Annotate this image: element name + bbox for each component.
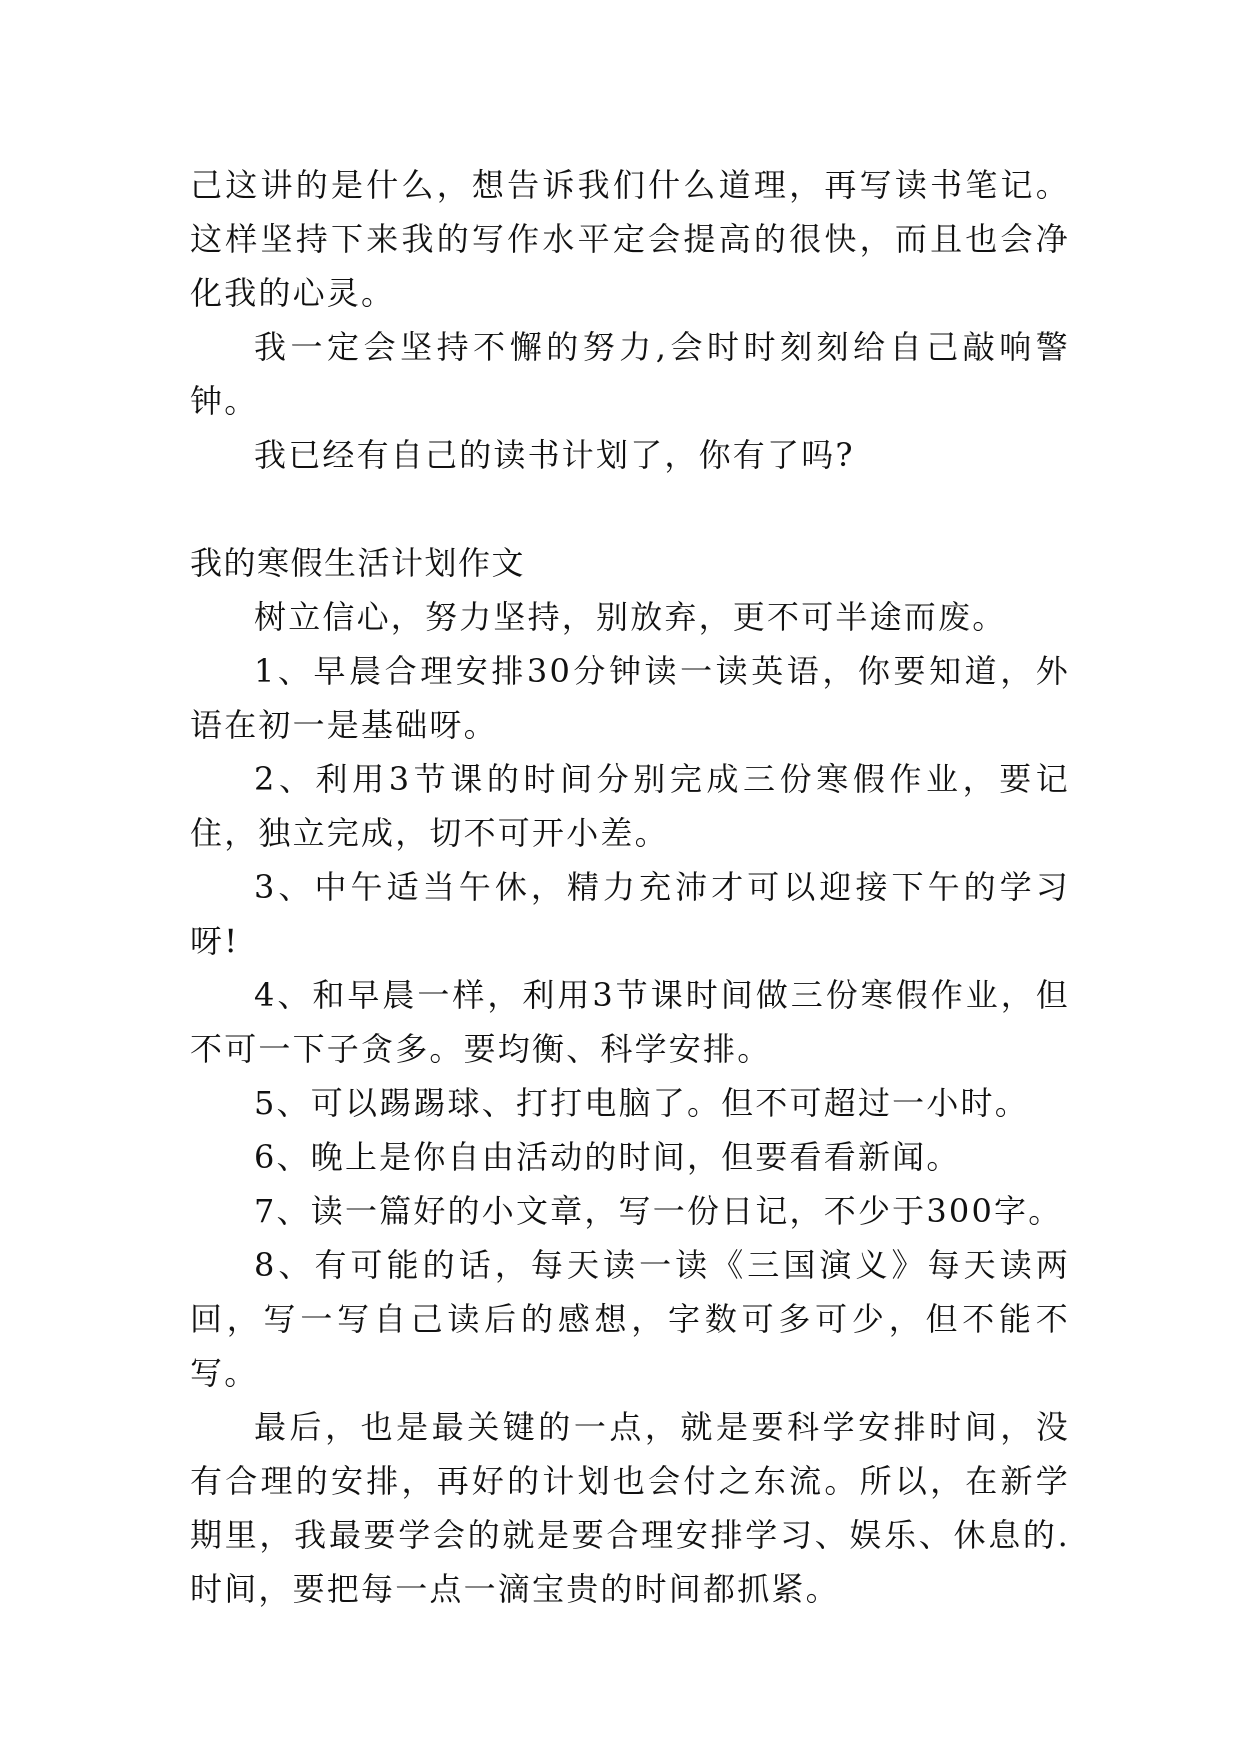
essay-title: 我的寒假生活计划作文 <box>190 544 526 582</box>
essay-paragraph: 7、读一篇好的小文章，写一份日记，不少于300字。 <box>254 1192 1063 1230</box>
paragraph-question: 我已经有自己的读书计划了，你有了吗? <box>254 436 855 474</box>
essay-paragraph: 4、和早晨一样，利用3节课时间做三份寒假作业，但不可一下子贪多。要均衡、科学安排。 <box>190 976 1070 1068</box>
essay-paragraph: 1、早晨合理安排30分钟读一读英语，你要知道，外语在初一是基础呀。 <box>190 652 1070 744</box>
paragraph-resolution: 我一定会坚持不懈的努力,会时时刻刻给自己敲响警钟。 <box>190 328 1070 420</box>
essay-paragraph: 3、中午适当午休，精力充沛才可以迎接下午的学习呀! <box>190 868 1070 960</box>
essay-paragraph: 6、晚上是你自由活动的时间，但要看看新闻。 <box>254 1138 961 1176</box>
essay-paragraph: 5、可以踢踢球、打打电脑了。但不可超过一小时。 <box>254 1084 1029 1122</box>
paragraph-continued: 己这讲的是什么，想告诉我们什么道理，再写读书笔记。这样坚持下来我的写作水平定会提高的很快，而且也会净化我的心灵。 <box>190 166 1070 312</box>
essay-paragraph: 最后，也是最关键的一点，就是要科学安排时间，没有合理的安排，再好的计划也会付之东流。所以，在新学期里，我最要学会的就是要合理安排学习、娱乐、休息的.时间，要把每一点一滴宝贵的时间都抓紧。 <box>190 1408 1070 1608</box>
essay-paragraph: 2、利用3节课的时间分别完成三份寒假作业，要记住，独立完成，切不可开小差。 <box>190 760 1070 852</box>
essay-paragraph: 8、有可能的话，每天读一读《三国演义》每天读两回，写一写自己读后的感想，字数可多可少，但不能不写。 <box>190 1246 1070 1392</box>
essay-paragraph: 树立信心，努力坚持，别放弃，更不可半途而废。 <box>254 598 1007 636</box>
document-body <box>190 158 1070 1616</box>
